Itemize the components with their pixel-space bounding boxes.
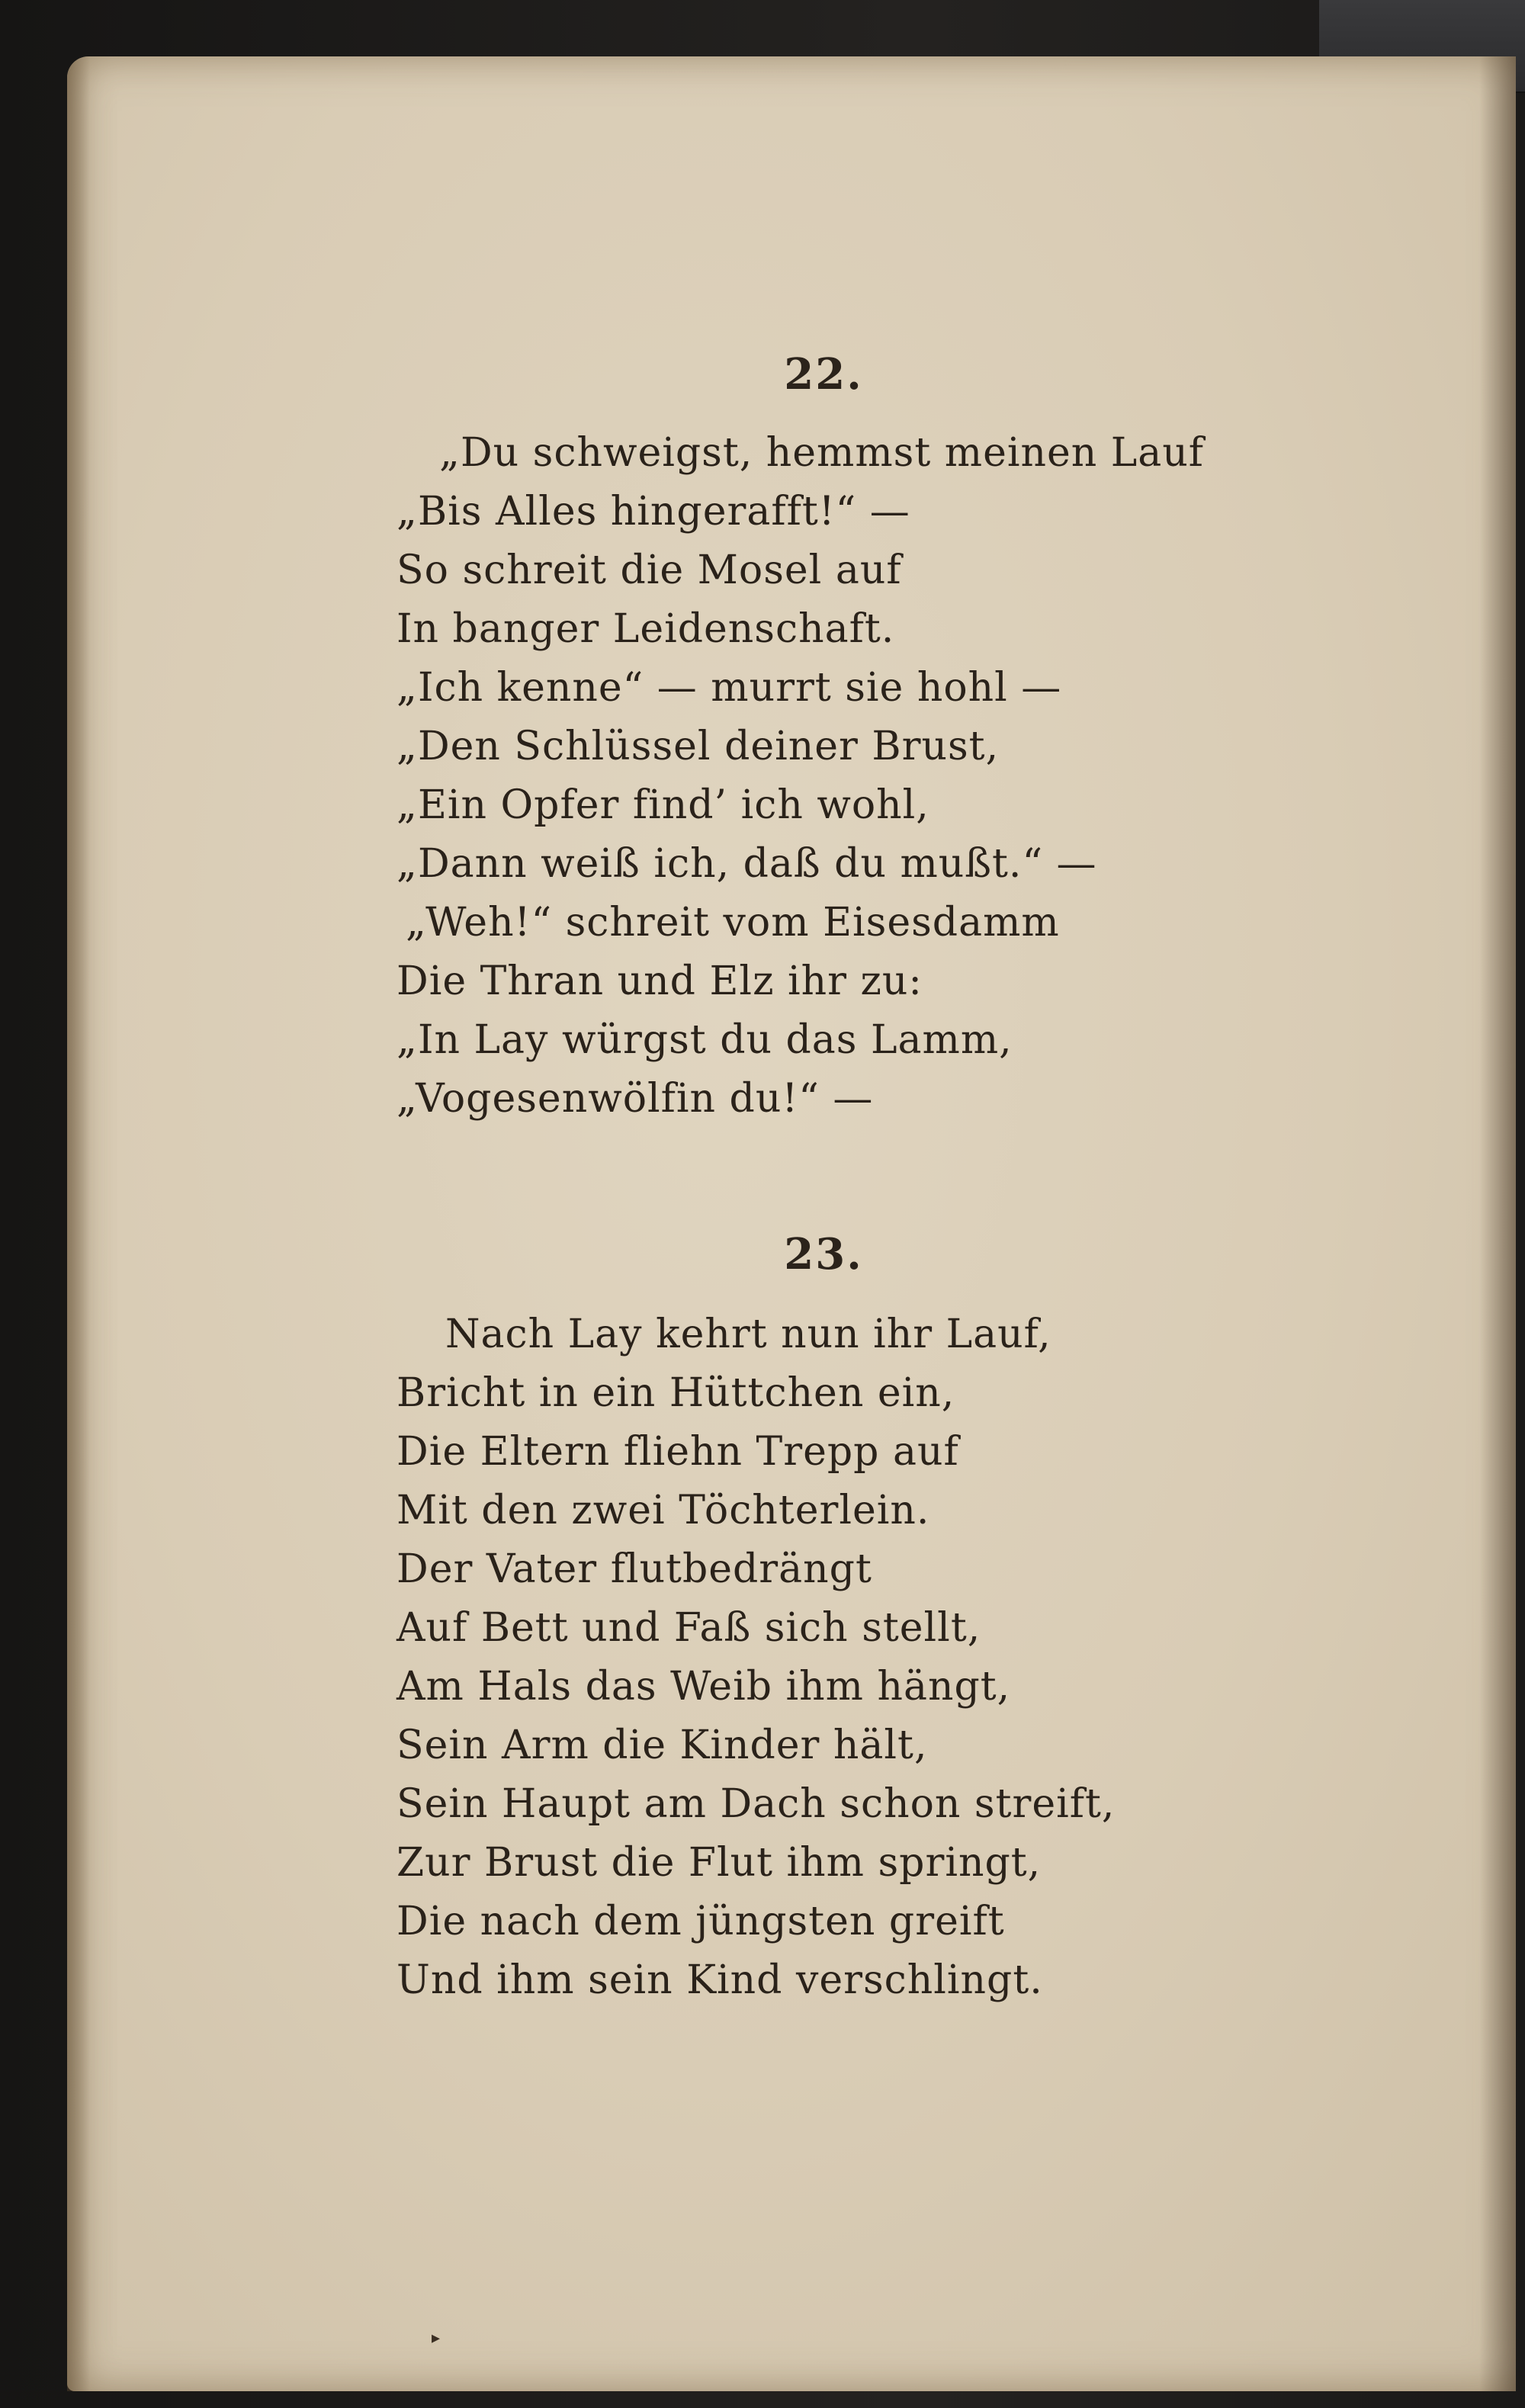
verse-line: So schreit die Mosel auf <box>396 547 902 593</box>
verse-line: Bricht in ein Hüttchen ein, <box>396 1370 955 1416</box>
verse-line: Die Thran und Elz ihr zu: <box>396 958 923 1004</box>
verse-line: Der Vater flutbedrängt <box>396 1546 872 1592</box>
stanza-number-23: 23. <box>784 1229 863 1279</box>
verse-line: Sein Arm die Kinder hält, <box>396 1723 928 1768</box>
verse-line: „Vogesenwölfin du!“ — <box>396 1076 874 1122</box>
printer-mark: ▸ <box>432 2329 441 2348</box>
verse-line: „Du schweigst, hemmst meinen Lauf <box>439 430 1205 476</box>
page-fold-shadow <box>67 56 90 2391</box>
stanza-22 <box>396 424 1281 1129</box>
verse-line: Mit den zwei Töchterlein. <box>396 1488 930 1533</box>
verse-line: „Ich kenne“ — murrt sie hohl — <box>396 665 1062 711</box>
verse-line: „Den Schlüssel deiner Brust, <box>396 724 1000 769</box>
stanza-23 <box>396 1305 1281 2010</box>
verse-line: „Dann weiß ich, daß du mußt.“ — <box>396 841 1097 887</box>
verse-line: „Weh!“ schreit vom Eisesdamm <box>406 900 1060 946</box>
verse-line: Zur Brust die Flut ihm springt, <box>396 1840 1042 1886</box>
verse-line: Sein Haupt am Dach schon streift, <box>396 1781 1116 1827</box>
verse-line: Auf Bett und Faß sich stellt, <box>396 1605 981 1651</box>
verse-line: In banger Leidenschaft. <box>396 606 895 652</box>
verse-line: Nach Lay kehrt nun ihr Lauf, <box>445 1312 1051 1357</box>
verse-line: „Bis Alles hingerafft!“ — <box>396 489 910 535</box>
verse-line: Die nach dem jüngsten greift <box>396 1899 1005 1944</box>
verse-line: Am Hals das Weib ihm hängt, <box>396 1664 1011 1710</box>
verse-line: „In Lay würgst du das Lamm, <box>396 1017 1013 1063</box>
verse-line: „Ein Opfer find’ ich wohl, <box>396 782 929 828</box>
stanza-number-22: 22. <box>784 349 863 400</box>
page-gutter-shadow <box>1479 56 1516 2391</box>
book-page <box>67 56 1516 2391</box>
verse-line: Und ihm sein Kind verschlingt. <box>396 1957 1043 2003</box>
verse-line: Die Eltern fliehn Trepp auf <box>396 1429 959 1475</box>
